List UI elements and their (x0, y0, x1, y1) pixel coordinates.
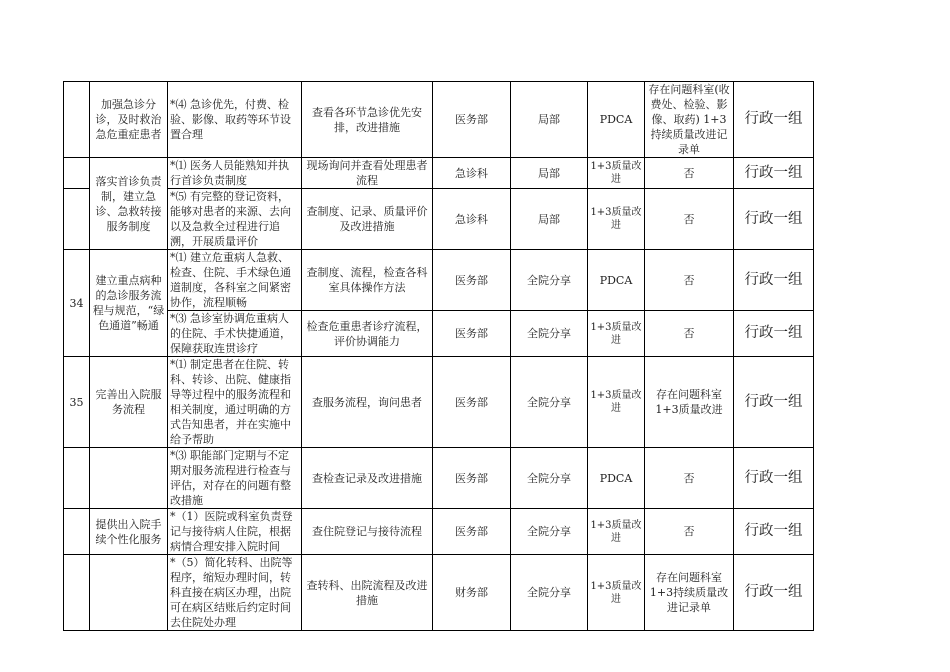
scope-cell: 局部 (511, 158, 588, 189)
standard-cell: *⑴ 建立危重病人急救、检查、住院、手术绿色通道制度，各科室之间紧密协作，流程顺畅 (168, 250, 302, 311)
result-cell: 存在问题科室1+3质量改进 (645, 357, 734, 448)
method-cell: 现场询问并查看处理患者流程 (302, 158, 433, 189)
scope-cell: 全院分享 (511, 555, 588, 631)
dept-cell: 医务部 (433, 82, 511, 158)
result-cell: 否 (645, 448, 734, 509)
dept-cell: 医务部 (433, 357, 511, 448)
category-cell (90, 448, 168, 509)
scope-cell: 全院分享 (511, 250, 588, 311)
standard-cell: *⑶ 急诊室协调危重病人的住院、手术快捷通道，保障获取连贯诊疗 (168, 311, 302, 357)
category-cell: 加强急诊分诊，及时救治急危重症患者 (90, 82, 168, 158)
category-cell: 建立重点病种的急诊服务流程与规范，“绿色通道”畅通 (90, 250, 168, 357)
table-row (64, 555, 814, 631)
dept-cell: 医务部 (433, 250, 511, 311)
table-row (64, 189, 814, 250)
group-cell: 行政一组 (734, 250, 814, 311)
scope-cell: 局部 (511, 82, 588, 158)
result-cell: 否 (645, 158, 734, 189)
row-number-cell: 34 (64, 250, 90, 357)
standard-cell: *⑸ 有完整的登记资料，能够对患者的来源、去向以及急救全过程进行追溯，开展质量评价 (168, 189, 302, 250)
method-cell: 查住院登记与接待流程 (302, 509, 433, 555)
dept-cell: 医务部 (433, 311, 511, 357)
method-cell: 查检查记录及改进措施 (302, 448, 433, 509)
scope-cell: 全院分享 (511, 448, 588, 509)
method-cell: 查转科、出院流程及改进措施 (302, 555, 433, 631)
dept-cell: 财务部 (433, 555, 511, 631)
group-cell: 行政一组 (734, 509, 814, 555)
table-row (64, 82, 814, 158)
standard-cell: *（5）简化转科、出院等程序，缩短办理时间，转科直接在病区办理，出院可在病区结账后约定时间去住院处办理 (168, 555, 302, 631)
table-row (64, 509, 814, 555)
row-number-cell (64, 82, 90, 158)
tool-cell: 1+3质量改进 (588, 555, 645, 631)
dept-cell: 医务部 (433, 509, 511, 555)
tool-cell: PDCA (588, 82, 645, 158)
category-cell: 提供出入院手续个性化服务 (90, 509, 168, 555)
standard-cell: *⑶ 职能部门定期与不定期对服务流程进行检查与评估，对存在的问题有整改措施 (168, 448, 302, 509)
group-cell: 行政一组 (734, 555, 814, 631)
method-cell: 查看各环节急诊优先安排，改进措施 (302, 82, 433, 158)
method-cell: 查制度、记录、质量评价及改进措施 (302, 189, 433, 250)
tool-cell: 1+3质量改进 (588, 509, 645, 555)
dept-cell: 急诊科 (433, 189, 511, 250)
scope-cell: 全院分享 (511, 311, 588, 357)
standard-cell: *（1）医院或科室负责登记与接待病人住院，根据病情合理安排入院时间 (168, 509, 302, 555)
table-row (64, 250, 814, 311)
scope-cell: 全院分享 (511, 509, 588, 555)
tool-cell: PDCA (588, 448, 645, 509)
tool-cell: PDCA (588, 250, 645, 311)
result-cell: 存在问题科室(收费处、检验、影像、取药) 1+3持续质量改进记录单 (645, 82, 734, 158)
result-cell: 否 (645, 509, 734, 555)
row-number-cell (64, 158, 90, 189)
row-number-cell: 35 (64, 357, 90, 448)
group-cell: 行政一组 (734, 158, 814, 189)
table-row (64, 158, 814, 189)
result-cell: 否 (645, 250, 734, 311)
standard-cell: *⑴ 制定患者在住院、转科、转诊、出院、健康指导等过程中的服务流程和相关制度，通过明确的方式告知患者，并在实施中给予帮助 (168, 357, 302, 448)
quality-table (63, 81, 814, 631)
tool-cell: 1+3质量改进 (588, 158, 645, 189)
scope-cell: 全院分享 (511, 357, 588, 448)
row-number-cell (64, 189, 90, 250)
table-row (64, 448, 814, 509)
row-number-cell (64, 509, 90, 555)
table-row (64, 311, 814, 357)
result-cell: 否 (645, 311, 734, 357)
table-row (64, 357, 814, 448)
category-cell (90, 555, 168, 631)
group-cell: 行政一组 (734, 357, 814, 448)
group-cell: 行政一组 (734, 448, 814, 509)
category-cell: 落实首诊负责制，建立急诊、急救转接服务制度 (90, 158, 168, 250)
tool-cell: 1+3质量改进 (588, 357, 645, 448)
result-cell: 存在问题科室1+3持续质量改进记录单 (645, 555, 734, 631)
tool-cell: 1+3质量改进 (588, 189, 645, 250)
scope-cell: 局部 (511, 189, 588, 250)
group-cell: 行政一组 (734, 82, 814, 158)
group-cell: 行政一组 (734, 311, 814, 357)
row-number-cell (64, 448, 90, 509)
method-cell: 检查危重患者诊疗流程，评价协调能力 (302, 311, 433, 357)
dept-cell: 医务部 (433, 448, 511, 509)
method-cell: 查服务流程，询问患者 (302, 357, 433, 448)
dept-cell: 急诊科 (433, 158, 511, 189)
standard-cell: *⑴ 医务人员能熟知并执行首诊负责制度 (168, 158, 302, 189)
standard-cell: *⑷ 急诊优先，付费、检验、影像、取药等环节设置合理 (168, 82, 302, 158)
method-cell: 查制度、流程，检查各科室具体操作方法 (302, 250, 433, 311)
group-cell: 行政一组 (734, 189, 814, 250)
category-cell: 完善出入院服务流程 (90, 357, 168, 448)
result-cell: 否 (645, 189, 734, 250)
row-number-cell (64, 555, 90, 631)
tool-cell: 1+3质量改进 (588, 311, 645, 357)
